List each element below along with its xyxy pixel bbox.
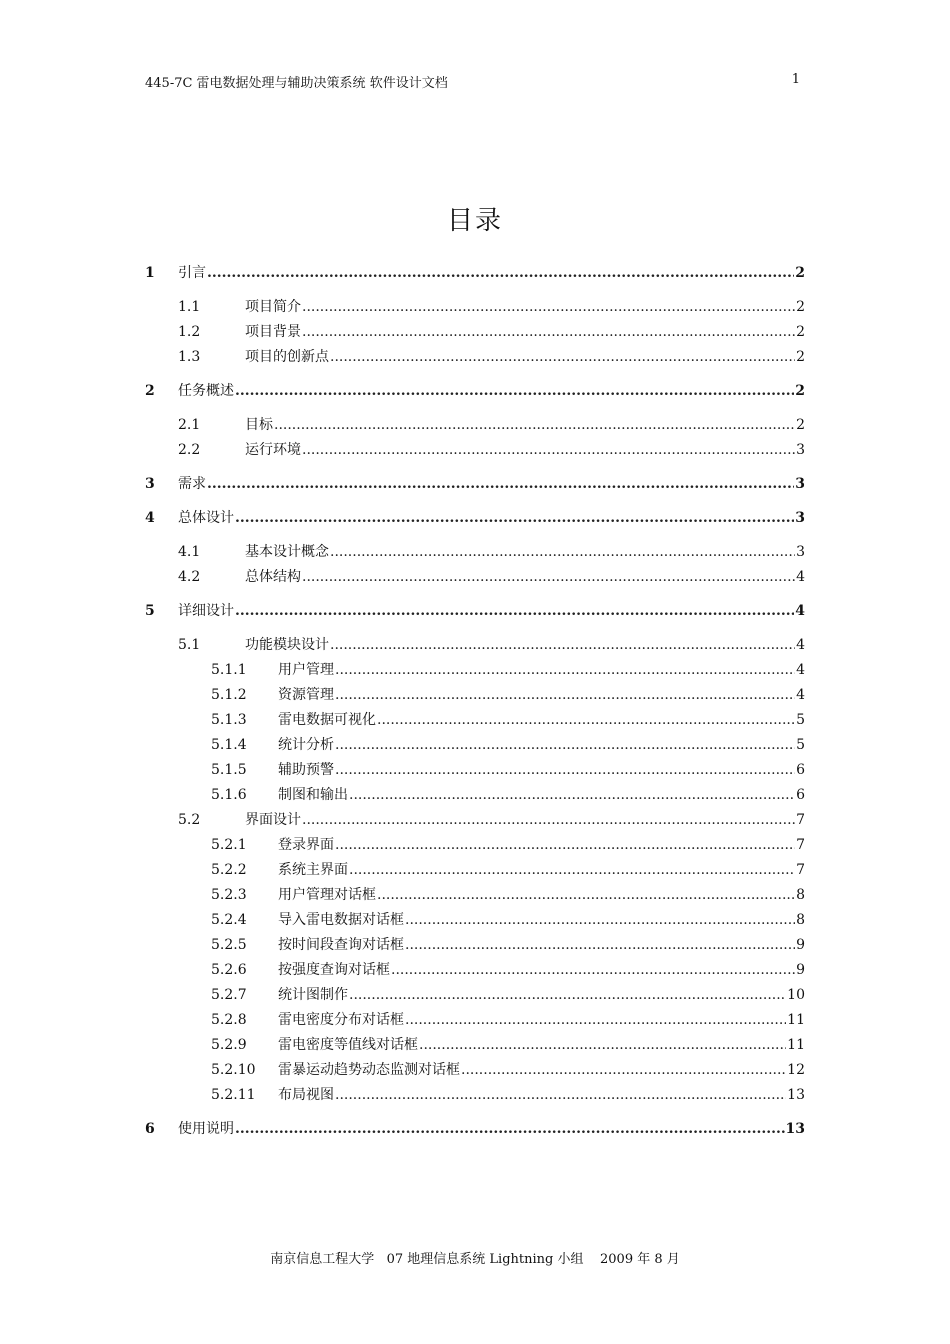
page-footer: 南京信息工程大学 07 地理信息系统 Lightning 小组 2009 年 8 月 [270,1252,680,1267]
toc-entry-number: 5.2.11 [211,1087,256,1103]
dot-leader [335,834,795,856]
toc-entry[interactable] [145,1118,805,1140]
toc-entry-title: 雷电密度分布对话框 [278,1012,404,1028]
toc-entry[interactable] [145,262,805,284]
toc-entry-page: 7 [796,837,805,853]
toc-entry-page: 8 [796,912,805,928]
toc-entry-title: 任务概述 [178,383,234,399]
toc-entry-page: 7 [796,862,805,878]
dot-leader [335,684,795,706]
toc-entry-number: 1.1 [178,299,201,315]
toc-entry-number: 5.1.3 [211,712,247,728]
toc-entry-page: 12 [787,1062,805,1078]
toc-entry-title: 目标 [245,417,273,433]
toc-entry-number: 2 [145,383,155,399]
toc-entry[interactable] [211,1009,805,1031]
toc-entry[interactable] [145,380,805,402]
dot-leader [235,1118,785,1140]
toc-entry-number: 5.2.1 [211,837,247,853]
toc-entry-title: 使用说明 [178,1121,234,1137]
toc-entry-page: 4 [796,569,805,585]
toc-entry-number: 3 [145,476,155,492]
toc-entry-title: 项目背景 [245,324,301,340]
toc-heading: 目录 [446,206,503,236]
dot-leader [335,759,795,781]
toc-entry-title: 辅助预警 [278,762,334,778]
toc-entry[interactable] [145,473,805,495]
toc-entry-page: 5 [796,712,805,728]
toc-entry-number: 5.2.4 [211,912,247,928]
dot-leader [207,262,794,284]
toc-entry-number: 4 [145,510,155,526]
toc-entry-title: 界面设计 [245,812,301,828]
toc-entry-title: 项目简介 [245,299,301,315]
toc-entry-number: 5.2.2 [211,862,247,878]
toc-entry-page: 2 [795,383,805,399]
dot-leader [207,473,794,495]
toc-entry-page: 7 [796,812,805,828]
dot-leader [302,439,795,461]
toc-entry[interactable] [211,684,805,706]
toc-entry-page: 4 [796,637,805,653]
toc-entry-page: 3 [796,544,805,560]
toc-entry-page: 2 [796,324,805,340]
toc-entry-title: 需求 [178,476,206,492]
toc-entry-page: 4 [796,687,805,703]
toc-entry-number: 5.2.10 [211,1062,256,1078]
toc-entry[interactable] [178,809,805,831]
page-number: 1 [791,72,800,87]
toc-entry-page: 9 [796,937,805,953]
toc-entry-page: 11 [787,1037,805,1053]
toc-entry[interactable] [211,984,805,1006]
toc-entry[interactable] [178,541,805,563]
toc-entry-number: 5.1 [178,637,201,653]
toc-entry[interactable] [211,934,805,956]
toc-entry[interactable] [178,414,805,436]
toc-entry-page: 13 [787,1087,805,1103]
toc-entry-page: 13 [785,1121,805,1137]
document-title: 445-7C 雷电数据处理与辅助决策系统 软件设计文档 [145,76,448,91]
toc-entry-title: 布局视图 [278,1087,334,1103]
toc-entry-title: 资源管理 [278,687,334,703]
dot-leader [235,380,794,402]
toc-entry-number: 5.2.3 [211,887,247,903]
dot-leader [349,984,786,1006]
toc-entry-title: 基本设计概念 [245,544,329,560]
toc-entry-title: 雷暴运动趋势动态监测对话框 [278,1062,460,1078]
dot-leader [302,566,795,588]
toc-entry-page: 2 [795,265,805,281]
toc-entry-title: 按时间段查询对话框 [278,937,404,953]
toc-entry-title: 引言 [178,265,206,281]
toc-entry[interactable] [211,1059,805,1081]
toc-entry[interactable] [211,734,805,756]
toc-entry[interactable] [211,784,805,806]
toc-entry-title: 登录界面 [278,837,334,853]
toc-entry-title: 雷电密度等值线对话框 [278,1037,418,1053]
toc-entry-page: 2 [796,299,805,315]
toc-entry-title: 统计图制作 [278,987,348,1003]
dot-leader [330,346,795,368]
toc-entry-number: 5.2.6 [211,962,247,978]
toc-entry[interactable] [211,859,805,881]
toc-entry-number: 5 [145,603,155,619]
toc-entry-number: 1.2 [178,324,201,340]
toc-entry-number: 5.2.8 [211,1012,247,1028]
toc-entry-title: 运行环境 [245,442,301,458]
toc-entry[interactable] [211,1084,805,1106]
toc-entry-number: 1.3 [178,349,201,365]
dot-leader [302,296,795,318]
toc-entry[interactable] [178,566,805,588]
toc-entry-number: 5.2.7 [211,987,247,1003]
toc-entry-title: 用户管理对话框 [278,887,376,903]
toc-entry-page: 6 [796,762,805,778]
toc-entry-page: 5 [796,737,805,753]
toc-entry[interactable] [178,439,805,461]
dot-leader [405,1009,786,1031]
toc-entry-number: 5.1.1 [211,662,247,678]
dot-leader [419,1034,786,1056]
dot-leader [335,659,795,681]
toc-entry[interactable] [211,759,805,781]
dot-leader [461,1059,786,1081]
toc-entry-title: 统计分析 [278,737,334,753]
toc-entry-title: 项目的创新点 [245,349,329,365]
toc-entry-page: 2 [796,349,805,365]
toc-entry-page: 9 [796,962,805,978]
dot-leader [349,859,795,881]
dot-leader [302,809,795,831]
toc-entry[interactable] [178,321,805,343]
toc-entry-number: 5.1.2 [211,687,247,703]
toc-entry-number: 5.2.9 [211,1037,247,1053]
toc-entry-number: 2.2 [178,442,201,458]
toc-entry-title: 导入雷电数据对话框 [278,912,404,928]
dot-leader [302,321,795,343]
dot-leader [274,414,795,436]
toc-entry[interactable] [145,600,805,622]
toc-entry[interactable] [178,296,805,318]
toc-entry[interactable] [211,659,805,681]
toc-entry-number: 4.1 [178,544,201,560]
toc-entry-number: 6 [145,1121,155,1137]
toc-entry-page: 10 [787,987,805,1003]
toc-entry-title: 用户管理 [278,662,334,678]
toc-entry-title: 制图和输出 [278,787,348,803]
toc-entry-number: 5.1.5 [211,762,247,778]
toc-entry[interactable] [211,709,805,731]
dot-leader [335,734,795,756]
toc-entry[interactable] [178,346,805,368]
dot-leader [391,959,795,981]
toc-entry[interactable] [178,634,805,656]
toc-entry-title: 详细设计 [178,603,234,619]
toc-entry[interactable] [145,507,805,529]
toc-entry-number: 4.2 [178,569,201,585]
toc-entry[interactable] [211,884,805,906]
toc-entry-number: 5.1.6 [211,787,247,803]
dot-leader [349,784,795,806]
toc-entry-page: 8 [796,887,805,903]
dot-leader [405,909,795,931]
toc-entry[interactable] [211,909,805,931]
toc-entry[interactable] [211,959,805,981]
toc-entry-page: 4 [795,603,805,619]
toc-entry-page: 3 [796,442,805,458]
toc-entry-number: 5.1.4 [211,737,247,753]
toc-entry-title: 按强度查询对话框 [278,962,390,978]
toc-entry-number: 2.1 [178,417,201,433]
toc-entry-number: 5.2.5 [211,937,247,953]
dot-leader [377,884,795,906]
toc-entry-title: 功能模块设计 [245,637,329,653]
dot-leader [330,634,795,656]
toc-entry-title: 总体设计 [178,510,234,526]
toc-entry-number: 1 [145,265,155,281]
toc-entry-number: 5.2 [178,812,201,828]
dot-leader [335,1084,786,1106]
toc-entry-page: 3 [795,510,805,526]
dot-leader [405,934,795,956]
toc-entry-page: 4 [796,662,805,678]
dot-leader [377,709,795,731]
toc-entry[interactable] [211,834,805,856]
toc-entry-page: 2 [796,417,805,433]
toc-entry-page: 6 [796,787,805,803]
dot-leader [330,541,795,563]
dot-leader [235,507,794,529]
toc-entry-page: 3 [795,476,805,492]
toc-entry[interactable] [211,1034,805,1056]
toc-entry-title: 系统主界面 [278,862,348,878]
dot-leader [235,600,794,622]
toc-entry-title: 雷电数据可视化 [278,712,376,728]
toc-entry-page: 11 [787,1012,805,1028]
toc-entry-title: 总体结构 [245,569,301,585]
